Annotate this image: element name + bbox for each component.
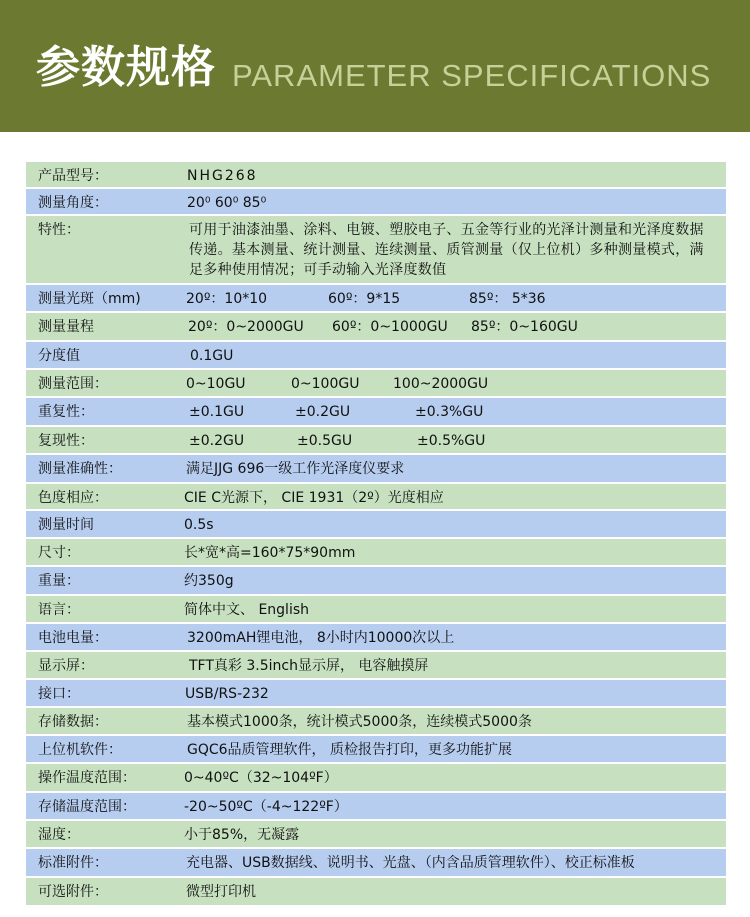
- spec-value: NHG268: [187, 168, 258, 184]
- spec-value: 0.5s: [184, 517, 214, 533]
- spec-label: 电池电量：: [38, 630, 108, 646]
- spec-label: 测量时间: [38, 517, 94, 533]
- spec-value: CIE C光源下， CIE 1931（2º）光度相应: [184, 490, 444, 506]
- spec-label: 测量量程: [38, 319, 94, 335]
- spec-label: 可选附件：: [38, 884, 108, 900]
- spec-value: 小于85%，无凝露: [184, 827, 300, 843]
- spec-value: 3200mAH锂电池， 8小时内10000次以上: [187, 630, 455, 646]
- spec-label: 显示屏：: [38, 658, 94, 674]
- spec-col: 20º：10*10: [186, 291, 268, 307]
- spec-value: 充电器、USB数据线、说明书、光盘、（内含品质管理软件）、校正标准板: [186, 855, 635, 871]
- spec-label: 分度值: [38, 348, 80, 364]
- spec-row-model: [26, 160, 726, 187]
- spec-value: TFT真彩 3.5inch显示屏， 电容触摸屏: [189, 658, 429, 674]
- spec-label: 复现性：: [38, 433, 94, 449]
- spec-col: 85º： 5*36: [469, 291, 546, 307]
- spec-label: 测量准确性：: [38, 461, 122, 477]
- spec-value: 简体中文、 English: [184, 602, 310, 618]
- spec-row-battery: [26, 622, 726, 650]
- spec-row-chromaticity: [26, 482, 726, 509]
- spec-col: 100~2000GU: [393, 376, 489, 392]
- spec-value: 0~40ºC（32~104ºF）: [184, 770, 338, 786]
- spec-col: ±0.5GU: [297, 433, 353, 449]
- spec-col: ±0.2GU: [295, 404, 351, 420]
- spec-row-weight: [26, 565, 726, 594]
- spec-label: 产品型号：: [38, 168, 108, 184]
- spec-row-features: [26, 214, 726, 283]
- spec-label: 尺寸：: [38, 545, 80, 561]
- spec-label: 操作温度范围：: [38, 770, 136, 786]
- spec-value: 可用于油漆油墨、涂料、电镀、塑胶电子、五金等行业的光泽计测量和光泽度数据传递。基本测量、统计测量、连续测量、质管测量（仅上位机）多种测量模式，满足多种使用情况；可手动输入光泽度数值: [189, 222, 704, 278]
- spec-col: ±0.1GU: [189, 404, 245, 420]
- spec-row-humidity: [26, 819, 726, 847]
- spec-col: 60º：9*15: [328, 291, 401, 307]
- spec-row-software: [26, 734, 726, 762]
- spec-col: 60º：0~1000GU: [332, 319, 448, 335]
- spec-row-display: [26, 650, 726, 678]
- spec-row-reproducibility: [26, 425, 726, 453]
- spec-row-range: [26, 311, 726, 340]
- spec-label: 重量：: [38, 573, 80, 589]
- header-banner: [0, 0, 750, 132]
- spec-value: [184, 370, 726, 394]
- spec-row-repeatability: [26, 396, 726, 425]
- spec-row-accuracy: [26, 453, 726, 482]
- spec-value: [184, 285, 726, 309]
- spec-value: 0.1GU: [190, 348, 234, 364]
- spec-row-storage: [26, 706, 726, 734]
- spec-value: 20⁰ 60⁰ 85⁰: [187, 195, 267, 211]
- spec-col: 20º：0~2000GU: [188, 319, 304, 335]
- spec-col: 85º：0~160GU: [471, 319, 578, 335]
- spec-row-time: [26, 509, 726, 537]
- spec-row-spot: [26, 283, 726, 311]
- spec-col: 0~10GU: [186, 376, 246, 392]
- spec-label: 重复性：: [38, 404, 94, 420]
- page-title: 参数规格: [36, 42, 216, 93]
- spec-col: ±0.2GU: [189, 433, 245, 449]
- spec-value: 满足JJG 696一级工作光泽度仪要求: [186, 461, 405, 477]
- spec-label: 湿度：: [38, 827, 80, 843]
- spec-row-standard-accessories: [26, 847, 726, 876]
- spec-value: 微型打印机: [186, 884, 256, 900]
- spec-label: 特性：: [38, 222, 80, 238]
- spec-row-measure-range: [26, 368, 726, 396]
- spec-label: 上位机软件：: [38, 742, 122, 758]
- spec-row-storage-temp: [26, 791, 726, 819]
- spec-label: 标准附件：: [38, 855, 108, 871]
- spec-value: -20~50ºC（-4~122ºF）: [184, 799, 348, 815]
- spec-value: [184, 313, 726, 337]
- spec-col: 0~100GU: [291, 376, 360, 392]
- spec-label: 测量角度：: [38, 195, 108, 211]
- spec-label: 色度相应：: [38, 490, 108, 506]
- spec-col: ±0.3%GU: [415, 404, 484, 420]
- spec-row-angle: [26, 187, 726, 214]
- spec-value: 基本模式1000条，统计模式5000条，连续模式5000条: [187, 714, 532, 730]
- spec-row-language: [26, 594, 726, 622]
- spec-row-optional-accessories: [26, 876, 726, 905]
- spec-table: [26, 160, 726, 905]
- spec-label: 接口：: [38, 686, 80, 702]
- spec-row-resolution: [26, 340, 726, 368]
- page-subtitle: PARAMETER SPECIFICATIONS: [232, 58, 712, 93]
- spec-value: 约350g: [184, 573, 234, 589]
- spec-label: 语言：: [38, 602, 80, 618]
- spec-label: 存储温度范围：: [38, 799, 136, 815]
- spec-label: 测量范围：: [38, 376, 108, 392]
- spec-col: ±0.5%GU: [417, 433, 486, 449]
- spec-value: [184, 398, 726, 422]
- spec-label: 存储数据：: [38, 714, 108, 730]
- spec-value: 长*宽*高=160*75*90mm: [184, 545, 356, 561]
- spec-value: GQC6品质管理软件， 质检报告打印，更多功能扩展: [187, 742, 512, 758]
- spec-label: 测量光斑（mm): [38, 291, 141, 307]
- spec-value: USB/RS-232: [185, 686, 269, 702]
- spec-value: [184, 427, 726, 451]
- spec-row-interface: [26, 678, 726, 706]
- spec-row-size: [26, 537, 726, 565]
- spec-row-operating-temp: [26, 762, 726, 791]
